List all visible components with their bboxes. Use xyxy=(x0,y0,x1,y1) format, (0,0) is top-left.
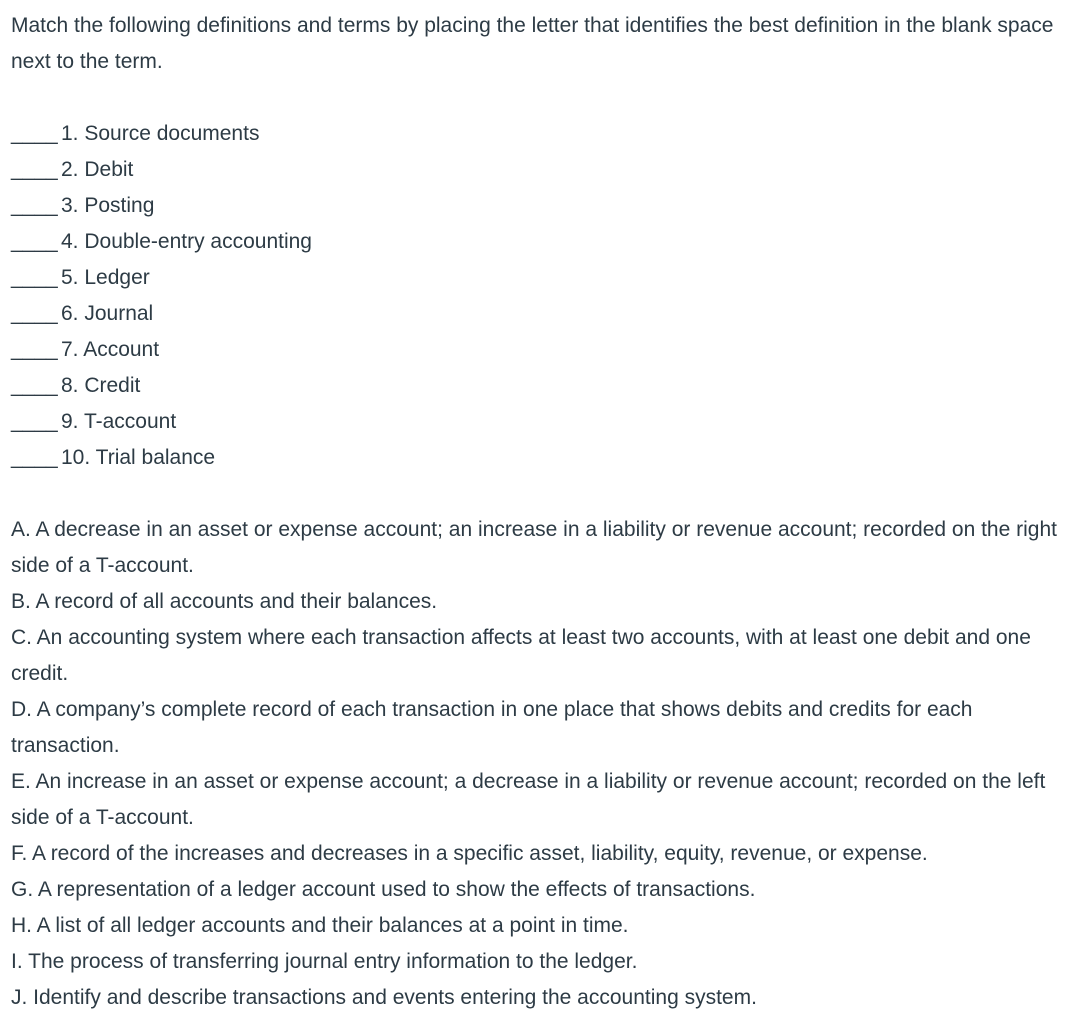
term-item xyxy=(11,116,1061,152)
term-label: 2. Debit xyxy=(61,158,134,181)
term-item xyxy=(11,440,1061,476)
answer-blank: ____ xyxy=(11,410,58,433)
term-label: 7. Account xyxy=(61,338,160,361)
definitions-list xyxy=(11,512,1061,1016)
term-label: 8. Credit xyxy=(61,374,141,397)
definition-item: B. A record of all accounts and their balances. xyxy=(11,590,438,613)
term-item xyxy=(11,224,1061,260)
answer-blank: ____ xyxy=(11,338,58,361)
term-item xyxy=(11,404,1061,440)
term-label: 5. Ledger xyxy=(61,266,150,289)
answer-blank: ____ xyxy=(11,158,58,181)
definition-item: A. A decrease in an asset or expense account; an increase in a liability or revenue account; recorded on the right side of a T-account. xyxy=(11,518,1057,577)
term-label: 9. T-account xyxy=(61,410,177,433)
definition-item: E. An increase in an asset or expense account; a decrease in a liability or revenue account; recorded on the left side of a T-account. xyxy=(11,770,1046,829)
term-label: 3. Posting xyxy=(61,194,155,217)
definition-item: I. The process of transferring journal entry information to the ledger. xyxy=(11,950,638,973)
term-label: 4. Double-entry accounting xyxy=(61,230,312,253)
definition-item: J. Identify and describe transactions and events entering the accounting system. xyxy=(11,986,757,1009)
definition-item: G. A representation of a ledger account used to show the effects of transactions. xyxy=(11,878,756,901)
term-item xyxy=(11,260,1061,296)
answer-blank: ____ xyxy=(11,374,58,397)
term-label: 1. Source documents xyxy=(61,122,260,145)
answer-blank: ____ xyxy=(11,194,58,217)
term-item xyxy=(11,296,1061,332)
definition-item: C. An accounting system where each transaction affects at least two accounts, with at least one debit and one credit. xyxy=(11,626,1031,685)
instructions: Match the following definitions and terms by placing the letter that identifies the best definition in the blank space next to the term. xyxy=(11,14,1054,73)
answer-blank: ____ xyxy=(11,266,58,289)
answer-blank: ____ xyxy=(11,122,58,145)
term-item xyxy=(11,188,1061,224)
answer-blank: ____ xyxy=(11,446,58,469)
definition-item: H. A list of all ledger accounts and their balances at a point in time. xyxy=(11,914,629,937)
term-item xyxy=(11,332,1061,368)
definition-item: F. A record of the increases and decreases in a specific asset, liability, equity, revenue, or expense. xyxy=(11,842,928,865)
terms-list xyxy=(11,116,1061,476)
term-item xyxy=(11,368,1061,404)
answer-blank: ____ xyxy=(11,230,58,253)
definition-item: D. A company’s complete record of each transaction in one place that shows debits and credits for each transaction. xyxy=(11,698,973,757)
term-item xyxy=(11,152,1061,188)
term-label: 10. Trial balance xyxy=(61,446,216,469)
answer-blank: ____ xyxy=(11,302,58,325)
term-label: 6. Journal xyxy=(61,302,154,325)
